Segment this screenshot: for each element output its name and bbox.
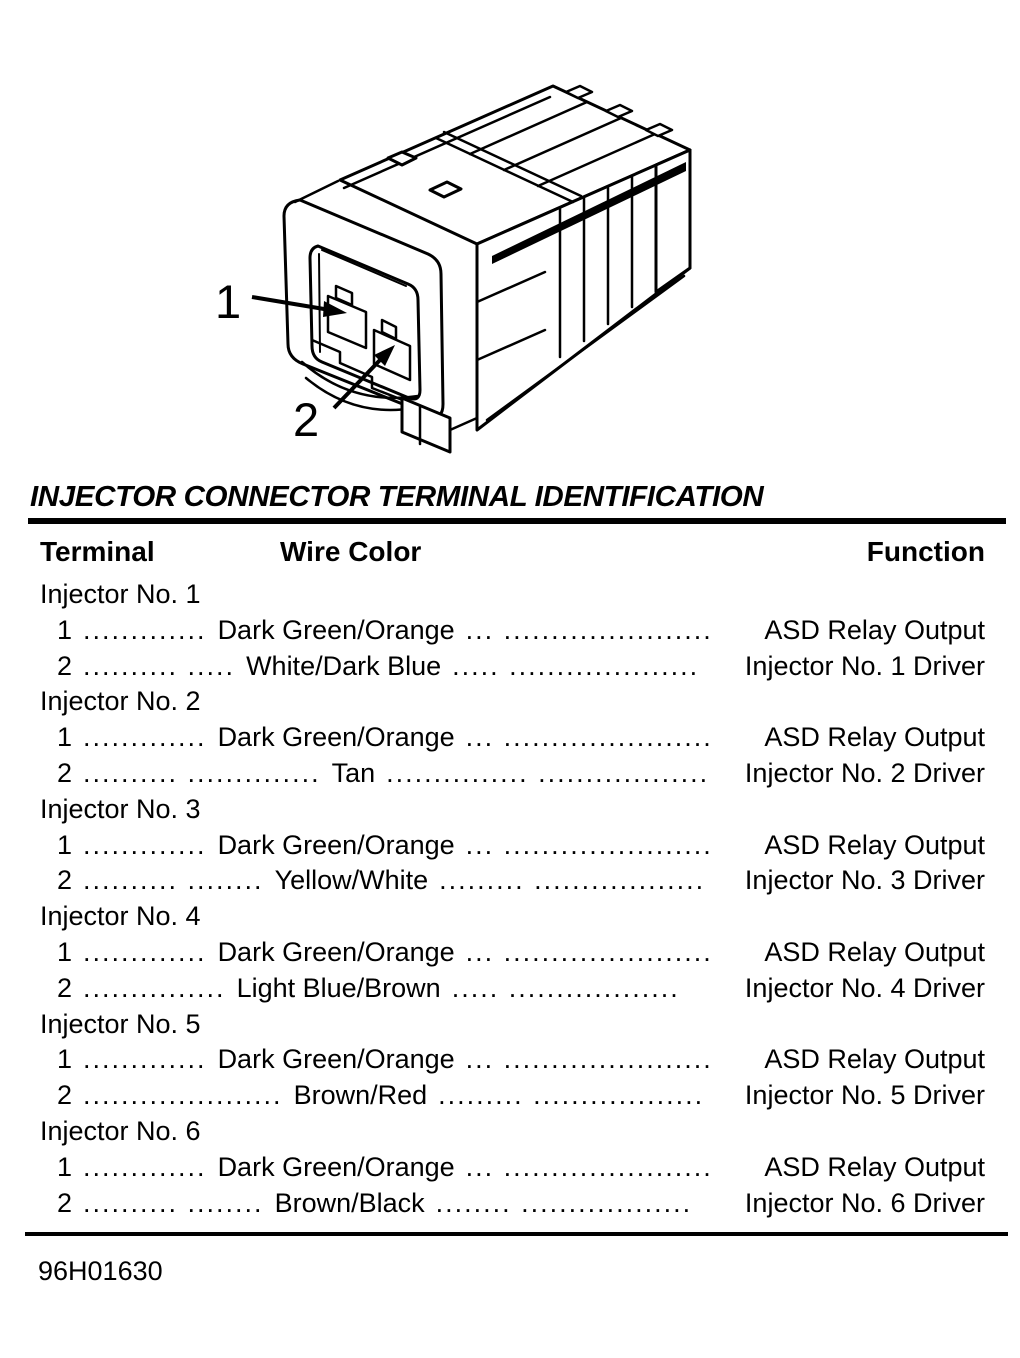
function-cell: Injector No. 5 Driver [744, 1080, 985, 1111]
terminal-cell: 1 [57, 1044, 73, 1075]
wire-color-cell: Dark Green/Orange [217, 722, 455, 753]
table-group-title: Injector No. 2 [40, 686, 201, 717]
terminal-cell: 2 [57, 650, 73, 681]
table-row [40, 863, 985, 899]
leader-dots: ............... [83, 972, 226, 1003]
figure-code: 96H01630 [38, 1256, 163, 1286]
table-row [40, 971, 985, 1007]
wire-color-cell: Tan [331, 757, 376, 788]
terminal-cell: 1 [57, 829, 73, 860]
wire-color-cell: Dark Green/Orange [217, 1044, 455, 1075]
leader-dots: ......... .................. [439, 865, 706, 896]
wire-color-cell: Brown/Black [274, 1187, 425, 1218]
leader-dots: ... ...................... [465, 829, 713, 860]
terminal-cell: 2 [57, 972, 73, 1003]
wire-color-cell: Light Blue/Brown [236, 972, 441, 1003]
leader-dots: .......... ........ [83, 1187, 264, 1218]
terminal-cell: 2 [57, 757, 73, 788]
table-row [40, 720, 985, 756]
table-row [40, 756, 985, 792]
leader-dots: ... ...................... [465, 1151, 713, 1182]
function-cell: ASD Relay Output [764, 722, 985, 753]
terminal-cell: 1 [57, 936, 73, 967]
function-cell: Injector No. 6 Driver [744, 1187, 985, 1218]
section-heading: INJECTOR CONNECTOR TERMINAL IDENTIFICATION [30, 481, 764, 513]
column-header-function: Function [866, 536, 985, 567]
table-group-title: Injector No. 3 [40, 793, 201, 824]
table-row [40, 613, 985, 649]
callout-1-label: 1 [215, 275, 242, 328]
function-cell: ASD Relay Output [764, 829, 985, 860]
function-cell: Injector No. 1 Driver [744, 650, 985, 681]
leader-dots: ... ...................... [465, 614, 713, 645]
leader-dots: ............. [83, 722, 207, 753]
connector-bottom-edge [450, 418, 477, 430]
table-row [40, 828, 985, 864]
leader-dots: ............. [83, 936, 207, 967]
terminal-cell: 1 [57, 614, 73, 645]
terminal-cell: 2 [57, 1187, 73, 1218]
heading-rule [28, 518, 1006, 524]
leader-dots: ............... .................. [386, 757, 710, 788]
leader-dots: .......... ........ [83, 865, 264, 896]
callout-2-label: 2 [293, 393, 320, 446]
leader-dots: ..... .................... [452, 650, 700, 681]
column-headers [40, 536, 985, 570]
terminal-table [40, 577, 985, 1221]
wire-color-cell: Dark Green/Orange [217, 1151, 455, 1182]
function-cell: ASD Relay Output [764, 1044, 985, 1075]
function-cell: Injector No. 3 Driver [744, 865, 985, 896]
function-cell: ASD Relay Output [764, 614, 985, 645]
table-row [40, 1078, 985, 1114]
connector-shell-depth-edge [295, 181, 338, 202]
leader-dots: ............. [83, 829, 207, 860]
terminal-cell: 1 [57, 1151, 73, 1182]
leader-dots: ............. [83, 1151, 207, 1182]
leader-dots: .......... ..... [83, 650, 236, 681]
wire-color-cell: White/Dark Blue [246, 650, 442, 681]
function-cell: Injector No. 2 Driver [744, 757, 985, 788]
column-header-wire-color: Wire Color [280, 536, 422, 567]
leader-dots: ............. [83, 614, 207, 645]
wire-color-cell: Brown/Red [293, 1080, 428, 1111]
table-row [40, 1150, 985, 1186]
terminal-cell: 2 [57, 865, 73, 896]
leader-dots: ... ...................... [465, 1044, 713, 1075]
function-cell: ASD Relay Output [764, 936, 985, 967]
wire-color-cell: Dark Green/Orange [217, 936, 455, 967]
footer-rule [25, 1232, 1008, 1236]
wire-color-cell: Dark Green/Orange [217, 614, 455, 645]
terminal-cell: 2 [57, 1080, 73, 1111]
leader-dots: ... ...................... [465, 936, 713, 967]
table-group-title: Injector No. 1 [40, 579, 201, 609]
function-cell: ASD Relay Output [764, 1151, 985, 1182]
leader-dots: .......... .............. [83, 757, 321, 788]
leader-dots: ......... .................. [438, 1080, 705, 1111]
table-row [40, 1042, 985, 1078]
table-row [40, 1186, 985, 1222]
leader-dots: ... ...................... [465, 722, 713, 753]
wire-color-cell: Yellow/White [274, 865, 429, 896]
column-header-terminal: Terminal [40, 536, 155, 567]
leader-dots: ..................... [83, 1080, 283, 1111]
table-group-title: Injector No. 6 [40, 1115, 201, 1146]
table-row [40, 935, 985, 971]
wire-color-cell: Dark Green/Orange [217, 829, 455, 860]
terminal-cell: 1 [57, 722, 73, 753]
table-row [40, 649, 985, 685]
table-group-title: Injector No. 4 [40, 901, 201, 932]
function-cell: Injector No. 4 Driver [744, 972, 985, 1003]
table-group-title: Injector No. 5 [40, 1008, 201, 1039]
connector-diagram [0, 0, 1020, 470]
leader-dots: ............. [83, 1044, 207, 1075]
leader-dots: ........ .................. [435, 1187, 693, 1218]
leader-dots: ..... .................. [451, 972, 680, 1003]
